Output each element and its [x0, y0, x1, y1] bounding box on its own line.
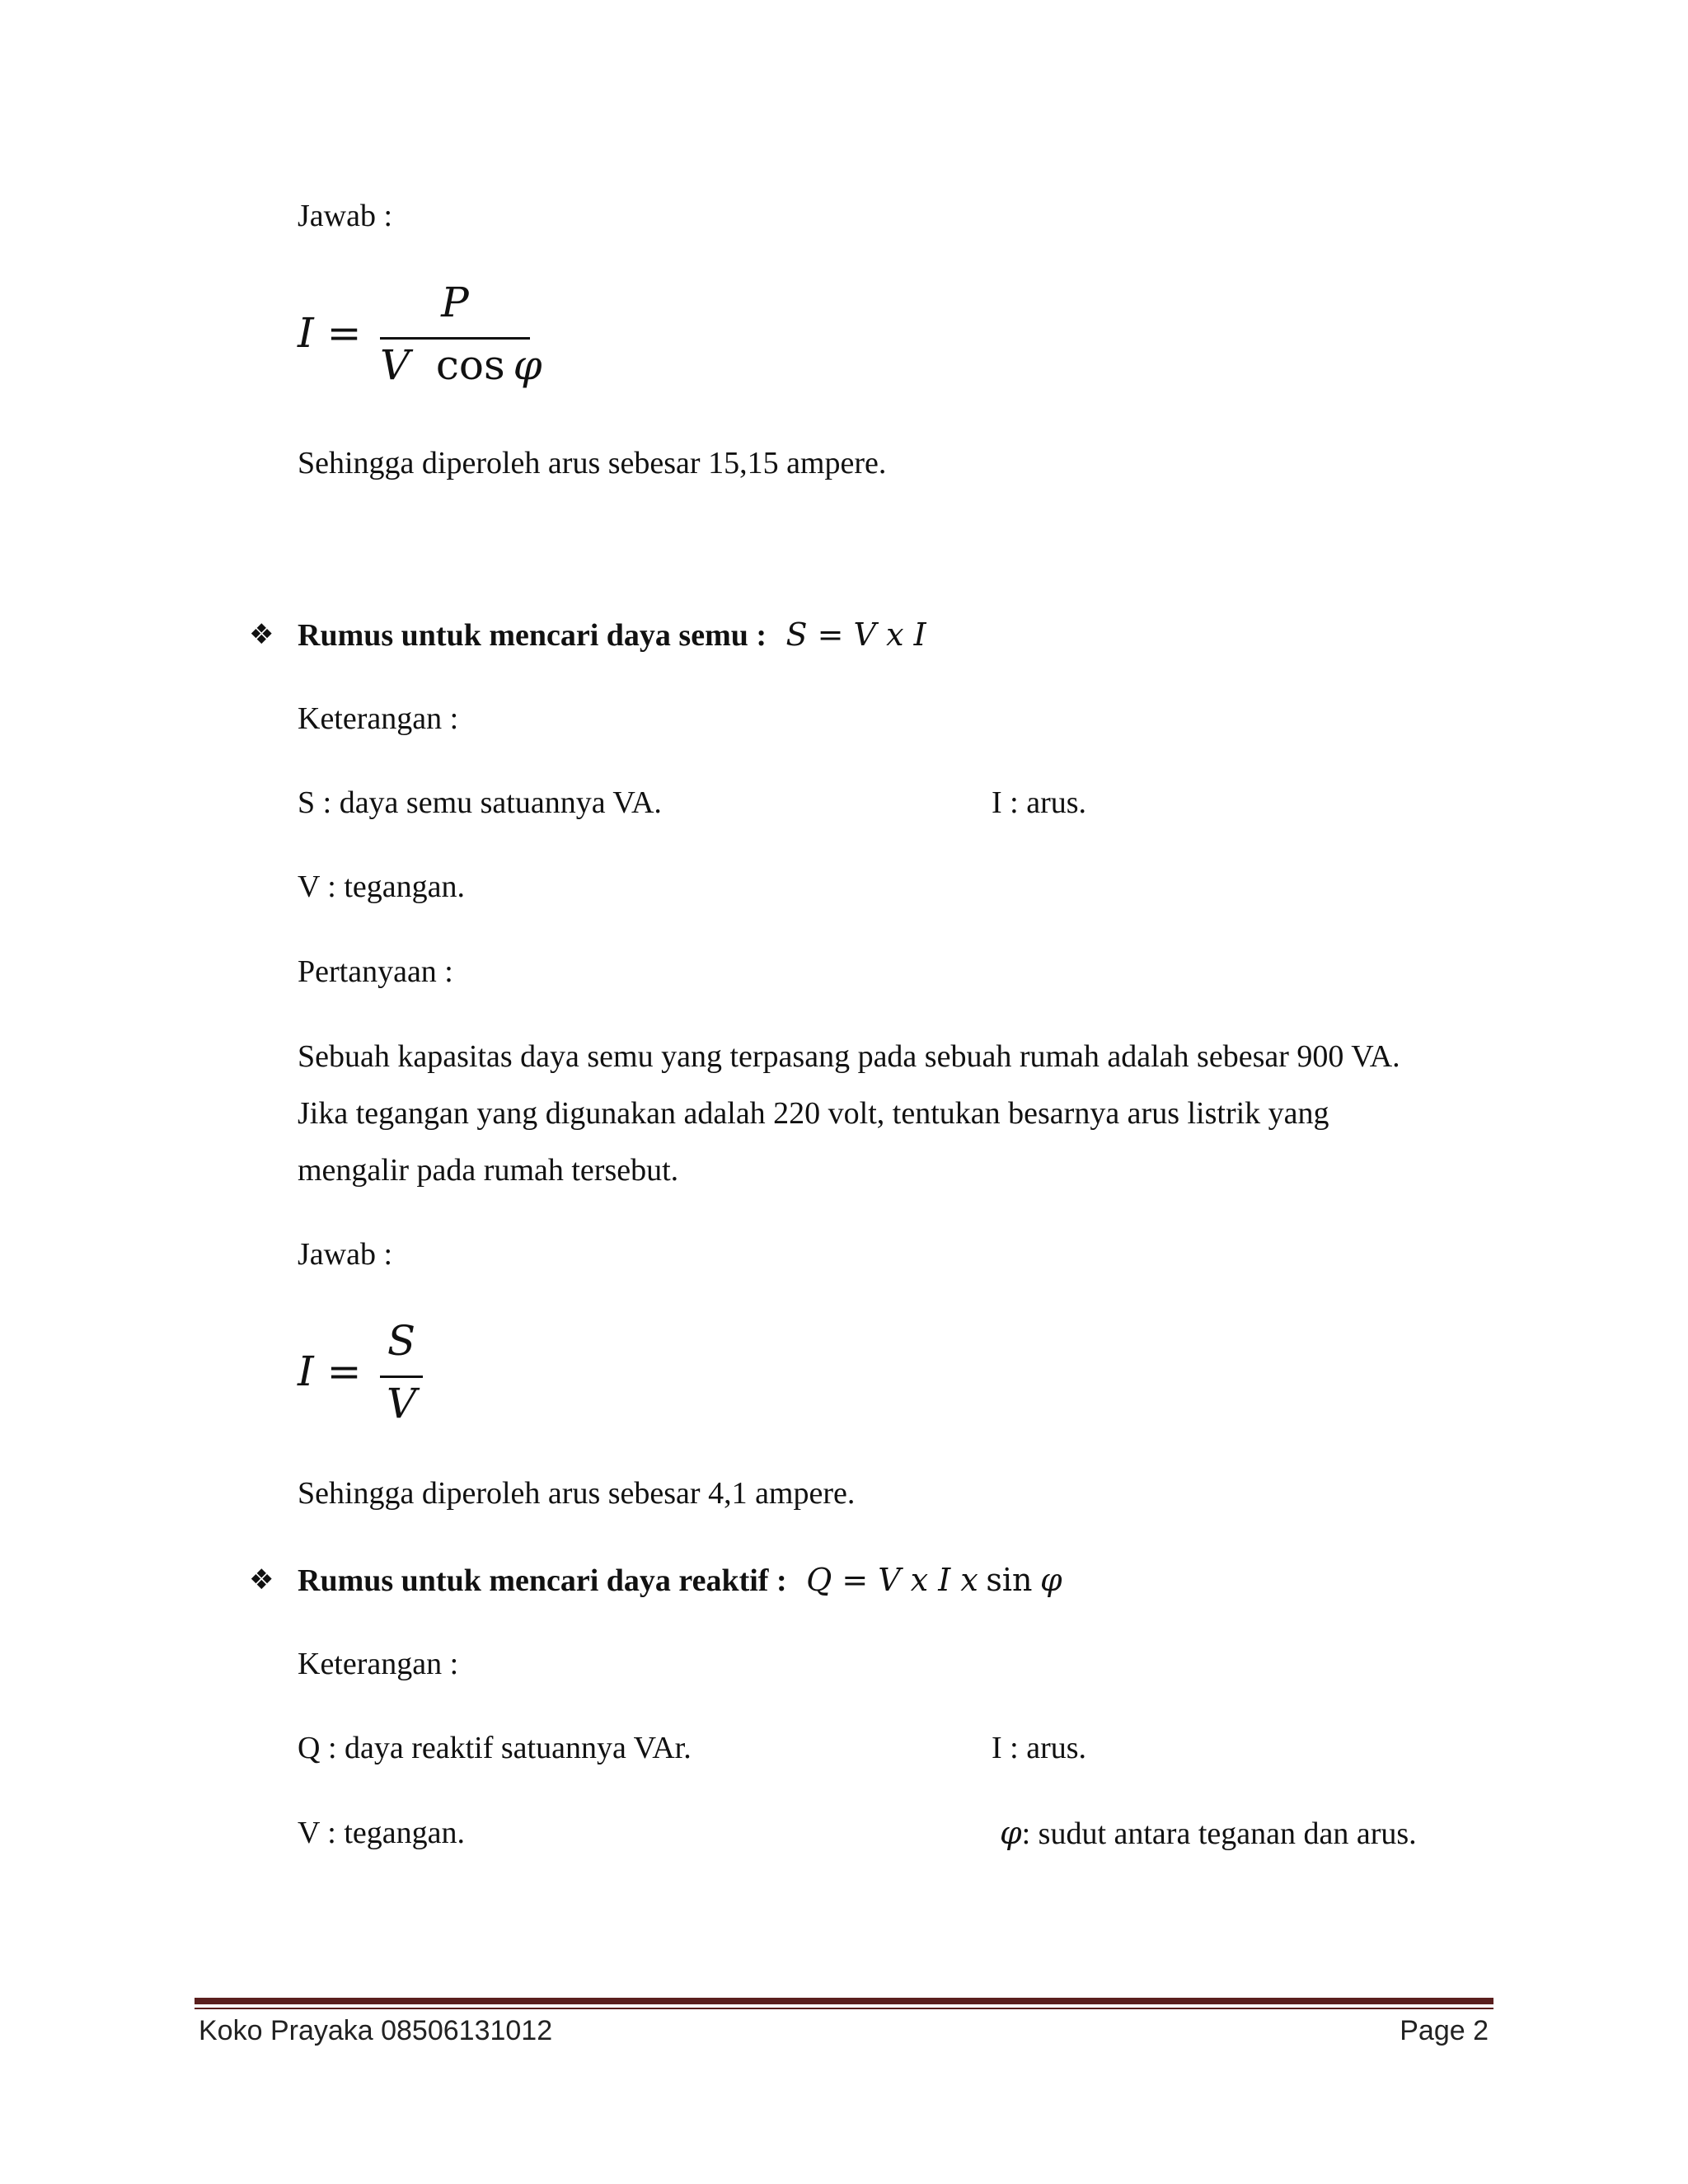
legend-v: V : tegangan. [298, 869, 465, 904]
result-text-2: Sehingga diperoleh arus sebesar 4,1 ampere. [298, 1476, 856, 1511]
fraction-denominator: V [386, 1380, 417, 1427]
legend-i-2: I : arus. [992, 1731, 1087, 1765]
jawab-label: Jawab : [298, 199, 393, 233]
question-line-2: Jika tegangan yang digunakan adalah 220 volt, tentukan besarnya arus listrik yang [298, 1096, 1329, 1131]
fraction-numerator: P [441, 279, 469, 326]
keterangan-label-2: Keterangan : [298, 1647, 459, 1681]
phi-description: : sudut antara teganan dan arus. [1021, 1816, 1417, 1851]
heading-text: Rumus untuk mencari daya reaktif : [298, 1563, 787, 1598]
denominator-function: cos [435, 341, 505, 389]
formula-lhs: I = [298, 1347, 362, 1395]
legend-phi [1000, 1815, 1417, 1852]
footer-author: Koko Prayaka 08506131012 [199, 2015, 553, 2046]
question-line-3: mengalir pada rumah tersebut. [298, 1153, 679, 1188]
footer-page-number: Page 2 [1400, 2015, 1489, 2046]
phi-symbol: φ [1000, 1815, 1022, 1851]
keterangan-label: Keterangan : [298, 701, 459, 736]
denominator-angle: φ [513, 341, 542, 389]
footer-rule-thin [195, 2008, 1493, 2009]
legend-v-2: V : tegangan. [298, 1816, 465, 1850]
formula-lhs: I = [298, 309, 362, 357]
heading-formula-function: sin [986, 1562, 1033, 1598]
legend-s: S : daya semu satuannya VA. [298, 785, 662, 820]
pertanyaan-label: Pertanyaan : [298, 954, 453, 989]
legend-i: I : arus. [992, 785, 1087, 820]
bullet-icon: ❖ [249, 618, 274, 651]
fraction-bar [380, 1376, 423, 1378]
footer-rule [195, 1998, 1493, 2004]
jawab-label-2: Jawab : [298, 1237, 393, 1272]
fraction [380, 1310, 423, 1434]
denominator-variable: V [380, 341, 410, 389]
formula-current-apparent-power [298, 1310, 462, 1434]
question-line-1: Sebuah kapasitas daya semu yang terpasang pada sebuah rumah adalah sebesar 900 VA. [298, 1039, 1400, 1074]
heading-formula-angle: φ [1039, 1562, 1062, 1598]
fraction-denominator [380, 341, 542, 389]
heading-text: Rumus untuk mencari daya semu : [298, 618, 767, 653]
bullet-icon: ❖ [249, 1563, 274, 1596]
section-heading [298, 616, 926, 654]
legend-q: Q : daya reaktif satuannya VAr. [298, 1731, 692, 1765]
heading-formula: Q = V x I x [806, 1562, 978, 1598]
formula-current-real-power [298, 272, 545, 396]
heading-formula: S = V x I [785, 616, 926, 653]
fraction-numerator: S [387, 1317, 416, 1365]
section-heading-2 [298, 1562, 1062, 1599]
fraction [380, 272, 542, 396]
fraction-bar [380, 337, 530, 340]
result-text: Sehingga diperoleh arus sebesar 15,15 ampere. [298, 446, 887, 480]
